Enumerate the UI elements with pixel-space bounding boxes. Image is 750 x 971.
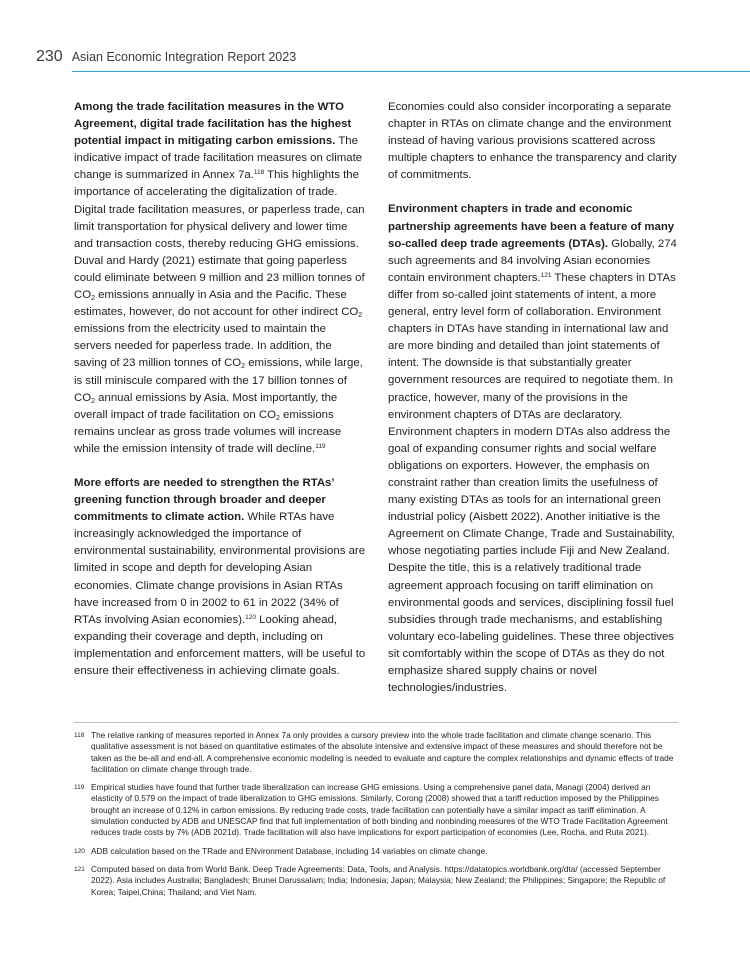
footnote-text: Empirical studies have found that further trade liberalization can increase GHG emissions. Using a comprehensive panel data, Managi (2004) derived an elasticity of 0.579 on the impact of trade liberalization to GHG emissions. Similarly, Corong (2008) showed that a tariff reduction imposed by the Philippines brought an increase of 0.12% in carbon emissions. By reducing trade costs, trade facilitation can potentially have a similar impact as tariff elimination. A simulation conducted by ADB and UNESCAP find that full implementation of both binding and nonbinding measures of the WTO Trade Facilitation Agreement reduces trade costs by 7% (ADB 2021d). Trade facilitation will also have implications for export participation of economies (Lee, Rocha, and Ruta 2021). — [91, 782, 668, 838]
header-rule — [72, 71, 750, 72]
paragraph-lead: Among the trade facilitation measures in the WTO Agreement, digital trade facilitation has the highest potential impact in mitigating carbon emissions. — [74, 101, 352, 148]
footnote-number: 118 — [74, 732, 85, 739]
co2-subscript: 2 — [91, 397, 95, 405]
co2-subscript: 2 — [275, 414, 280, 422]
paragraph-lead: More efforts are needed to strengthen the RTAs’ greening function through broader and deeper commitments to climate action. — [74, 476, 334, 524]
footnote-text: The relative ranking of measures reported in Annex 7a only provides a cursory preview into the whole trade facilitation and climate change scenario. This qualitative assessment is not based on quantitative estimates of the absolute intensive and extensive impact of these measures and should therefore not be taken as the be-all and end-all. A comprehensive economic modeling is needed to evaluate and capture the complex relationships and dynamic effects of trade facilitation on climate change through trade. — [91, 730, 674, 774]
left-column — [74, 99, 366, 697]
footnote-ref-120: 120 — [245, 613, 257, 621]
footnote-118 — [74, 730, 678, 775]
footnote-number: 121 — [74, 865, 85, 873]
co2-subscript: 2 — [358, 312, 363, 320]
paragraph-environment-chapters: Environment chapters in trade and economic partnership agreements have been a feature of many so-called deep trade agreements (DTAs). Globally, 274 such agreements and 84 involving Asian economies contain environment chapters.$^{121}$ These chapters in DTAs differ from so-called joint statements of intent, a more general, entry level form of collaboration. Environment chapters in DTAs have standing in international law and are more binding and detailed than joint statements of intent. The downside is that substantially greater government resources are required to negotiate them. In practice, however, many of the provisions in the environment chapters of DTAs are declaratory. Environment chapters in modern DTAs also address the goal of expanding consumer rights and social welfare obligations on exporters. However, the emphasis on constraint rather than creation limits the usefulness of many existing DTAs as tools for an international green industrial policy (Aisbett 2022). Another initiative is the Agreement on Climate Change, Trade and Sustainability, whose negotiating parties include Fiji and New Zealand. Despite the title, this is a relatively traditional trade agreement approach focusing on tariff elimination on environmental goods and services, disciplining fossil fuel subsidies through trade mechanisms, and establishing voluntary eco-labeling guidelines. These three objectives sit comfortably within the scope of DTAs as they do not emphasize shared supply chains or novel technologies/industries. — [388, 203, 677, 695]
footnote-121 — [74, 864, 678, 898]
footnotes — [74, 730, 678, 905]
page-header — [36, 48, 296, 66]
page-number: 230 — [36, 48, 63, 65]
co2-subscript: 2 — [91, 295, 95, 303]
footnote-120 — [74, 846, 678, 857]
footnote-number: 119 — [74, 784, 85, 792]
co2-subscript: 2 — [241, 363, 246, 371]
footnote-text: Computed based on data from World Bank. Deep Trade Agreements: Data, Tools, and Analysis. https://datatopics.worldbank.org/dta/ (accessed September 2022). Asia includes Australia; Bangladesh; Brunei Darussalam; India; Indonesia; Japan; Malaysia; New Zealand; the Philippines; Singapore; the Republic of Korea; Taipei,China; Thailand; and Viet Nam. — [91, 863, 666, 897]
footnote-ref-119: 119 — [315, 442, 326, 450]
footnote-119 — [74, 782, 678, 838]
right-column — [388, 99, 680, 714]
report-title: Asian Economic Integration Report 2023 — [71, 50, 297, 64]
footnote-ref-118: 118 — [253, 169, 265, 177]
footnote-ref-121: 121 — [540, 271, 552, 279]
paragraph-rta-greening: More efforts are needed to strengthen the RTAs’ greening function through broader and deeper commitments to climate action. While RTAs have increasingly acknowledged the importance of environmental sustainability, environmental provisions are limited in scope and depth for developing Asian economies. Climate change provisions in Asian RTAs have increased from 0 in 2002 to 61 in 2022 (34% of RTAs involving Asian economies).$^{120}$ Looking ahead, expanding their coverage and depth, including on implementation and enforcement matters, will be useful to ensure their effectiveness in achieving climate goals. — [74, 476, 366, 677]
paragraph-lead: Environment chapters in trade and economic partnership agreements have been a feature of many so-called deep trade agreements (DTAs). — [388, 203, 675, 250]
paragraph-digital-trade-facilitation: Among the trade facilitation measures in the WTO Agreement, digital trade facilitation has the highest potential impact in mitigating carbon emissions. The indicative impact of trade facilitation measures on climate change is summarized in Annex 7a.$^{118}$ This highlights the importance of accelerating the digitalization of trade. Digital trade facilitation measures, or paperless trade, can limit transportation for physical delivery and lower time and transaction costs, thereby reducing GHG emissions. Duval and Hardy (2021) estimate that going paperless could eliminate between 9 million and 23 million tonnes of $CO_2$ emissions annually in Asia and the Pacific. These estimates, however, do not account for other indirect $CO_2$ emissions from the electricity used to maintain the servers needed for paperless trade. In addition, the saving of 23 million tonnes of $CO_2$ emissions, while large, is still miniscule compared with the 17 billion tonnes of $CO_2$ annual emissions by Asia. Most importantly, the overall impact of trade facilitation on $CO_2$ emissions remains unclear as gross trade volumes will increase while the emission intensity of trade will decline.$^{119}$ — [74, 101, 365, 455]
footnote-number: 120 — [74, 847, 85, 855]
paragraph-separate-chapter: Economies could also consider incorporating a separate chapter in RTAs on climate change and the environment instead of having various provisions scattered across multiple chapters to enhance the transparency and clarity of commitments. — [388, 101, 677, 182]
footnote-text: ADB calculation based on the TRade and ENvironment Database, including 14 variables on climate change. — [91, 845, 488, 856]
footnote-rule — [74, 722, 678, 723]
